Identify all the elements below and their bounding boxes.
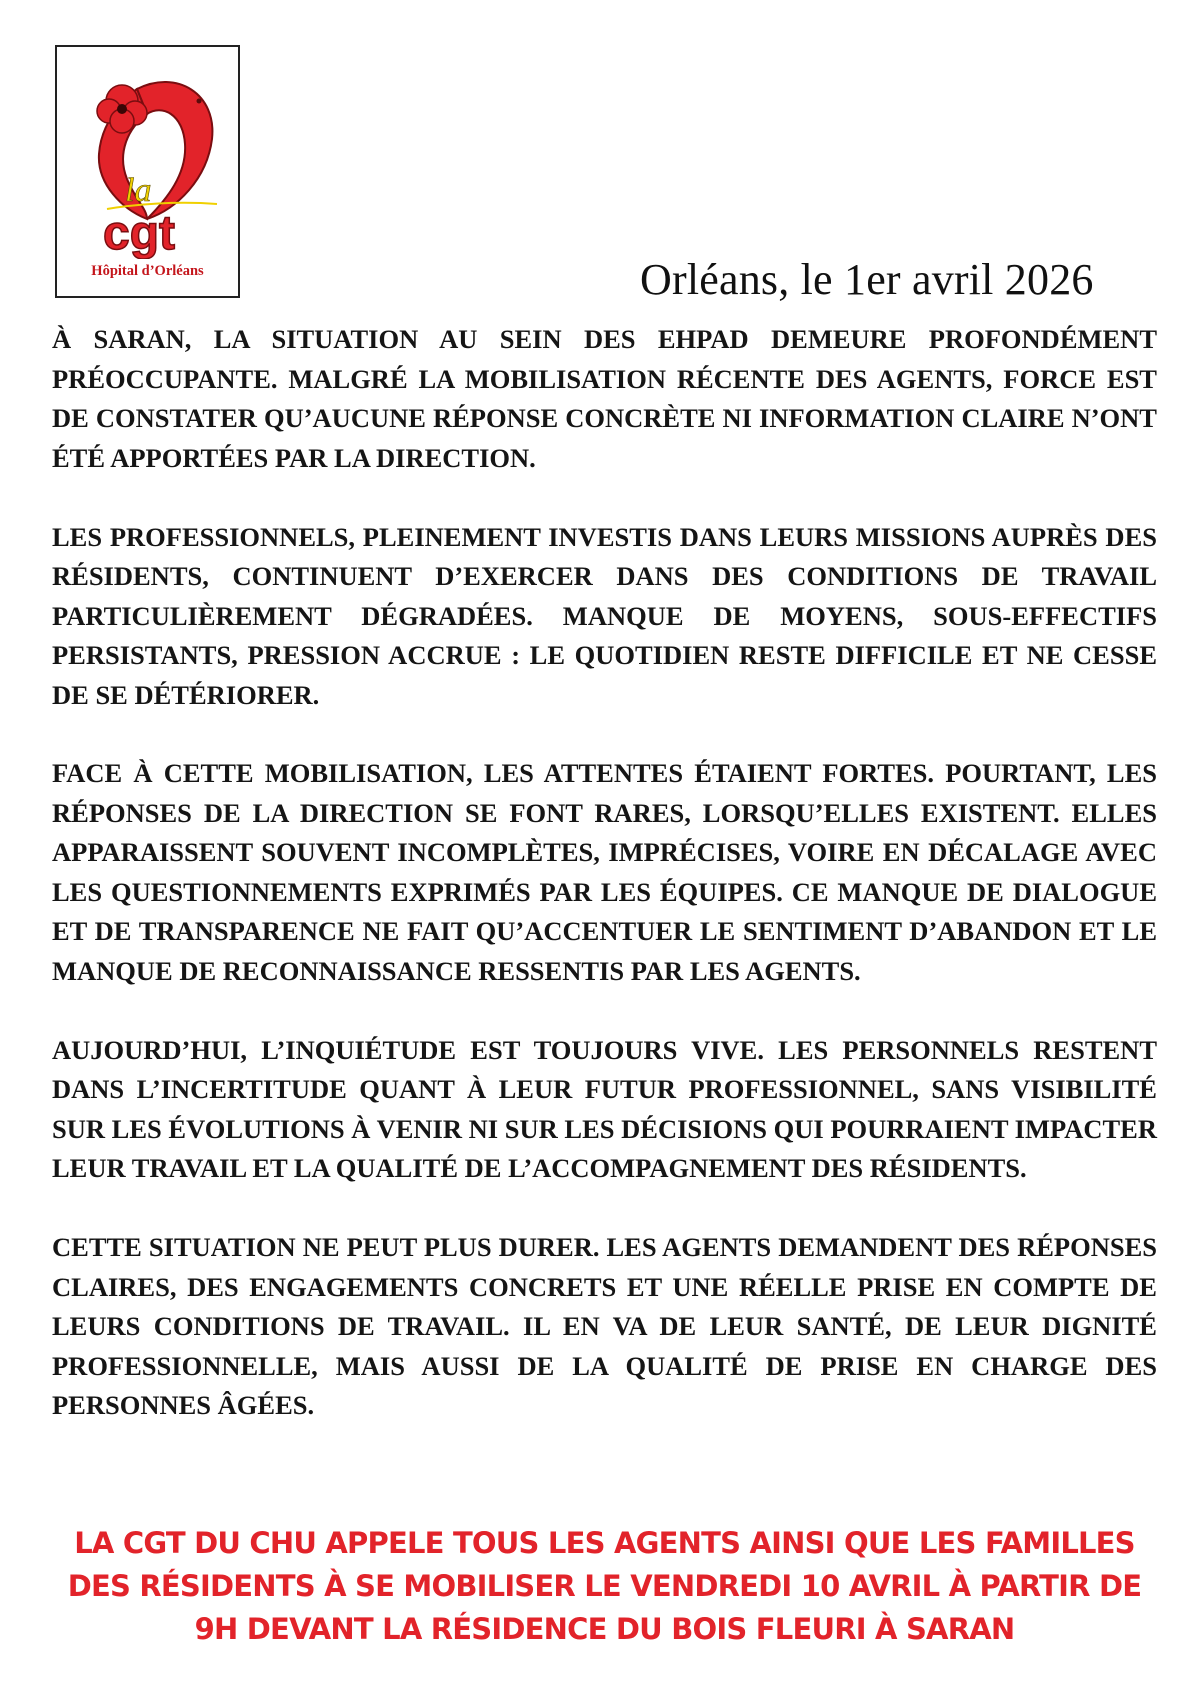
paragraph-professionals: LES PROFESSIONNELS, PLEINEMENT INVESTIS DANS LEURS MISSIONS AUPRÈS DES RÉSIDENTS, CONTINUENT D’EXERCER DANS DES CONDITIONS DE TRAVAIL PARTICULIÈREMENT DÉGRADÉES. MANQUE DE MOYENS, SOUS-EFFECTIFS PERSISTANTS, PRESSION ACCRUE : LE QUOTIDIEN RESTE DIFFICILE ET NE CESSE DE SE DÉTÉRIORER. xyxy=(52,521,1157,710)
paragraph-situation: À SARAN, LA SITUATION AU SEIN DES EHPAD DEMEURE PROFONDÉMENT PRÉOCCUPANTE. MALGRÉ LA MOBILISATION RÉCENTE DES AGENTS, FORCE EST DE CONSTATER QU’AUCUNE RÉPONSE CONCRÈTE NI INFORMATION CLAIRE N’ONT ÉTÉ APPORTÉES PAR LA DIRECTION. xyxy=(52,324,1157,473)
svg-text:la: la xyxy=(125,172,152,209)
callout-line: DES RÉSIDENTS À SE MOBILISER LE VENDREDI 10 AVRIL À PARTIR DE xyxy=(67,1569,1142,1603)
cgt-bird-poppy-logo-icon xyxy=(67,59,227,259)
cgt-logo-box xyxy=(55,45,240,298)
paragraph-demands: CETTE SITUATION NE PEUT PLUS DURER. LES AGENTS DEMANDENT DES RÉPONSES CLAIRES, DES ENGAGEMENTS CONCRETS ET UNE RÉELLE PRISE EN COMPTE DE LEURS CONDITIONS DE TRAVAIL. IL EN VA DE LEUR SANTÉ, DE LEUR DIGNITÉ PROFESSIONNELLE, MAIS AUSSI DE LA QUALITÉ DE PRISE EN CHARGE DES PERSONNES ÂGÉES. xyxy=(52,1232,1157,1420)
mobilisation-callout xyxy=(52,1522,1157,1651)
callout-line: 9H DEVANT LA RÉSIDENCE DU BOIS FLEURI À SARAN xyxy=(194,1612,1015,1646)
logo-caption: Hôpital d’Orléans xyxy=(91,263,204,279)
svg-text:cgt: cgt xyxy=(103,207,175,259)
callout-line: LA CGT DU CHU APPELE TOUS LES AGENTS AINSI QUE LES FAMILLES xyxy=(74,1526,1135,1560)
paragraph-uncertainty: AUJOURD’HUI, L’INQUIÉTUDE EST TOUJOURS VIVE. LES PERSONNELS RESTENT DANS L’INCERTITUDE QUANT À LEUR FUTUR PROFESSIONNEL, SANS VISIBILITÉ SUR LES ÉVOLUTIONS À VENIR NI SUR LES DÉCISIONS QUI POURRAIENT IMPACTER LEUR TRAVAIL ET LA QUALITÉ DE L’ACCOMPAGNEMENT DES RÉSIDENTS. xyxy=(52,1034,1157,1183)
paragraph-direction-responses: FACE À CETTE MOBILISATION, LES ATTENTES ÉTAIENT FORTES. POURTANT, LES RÉPONSES DE LA DIRECTION SE FONT RARES, LORSQU’ELLES EXISTENT. ELLES APPARAISSENT SOUVENT INCOMPLÈTES, IMPRÉCISES, VOIRE EN DÉCALAGE AVEC LES QUESTIONNEMENTS EXPRIMÉS PAR LES ÉQUIPES. CE MANQUE DE DIALOGUE ET DE TRANSPARENCE NE FAIT QU’ACCENTUER LE SENTIMENT D’ABANDON ET LE MANQUE DE RECONNAISSANCE RESSENTIS PAR LES AGENTS. xyxy=(52,758,1157,986)
body-text xyxy=(52,320,1157,1465)
place-date: Orléans, le 1er avril 2026 xyxy=(640,255,1094,304)
